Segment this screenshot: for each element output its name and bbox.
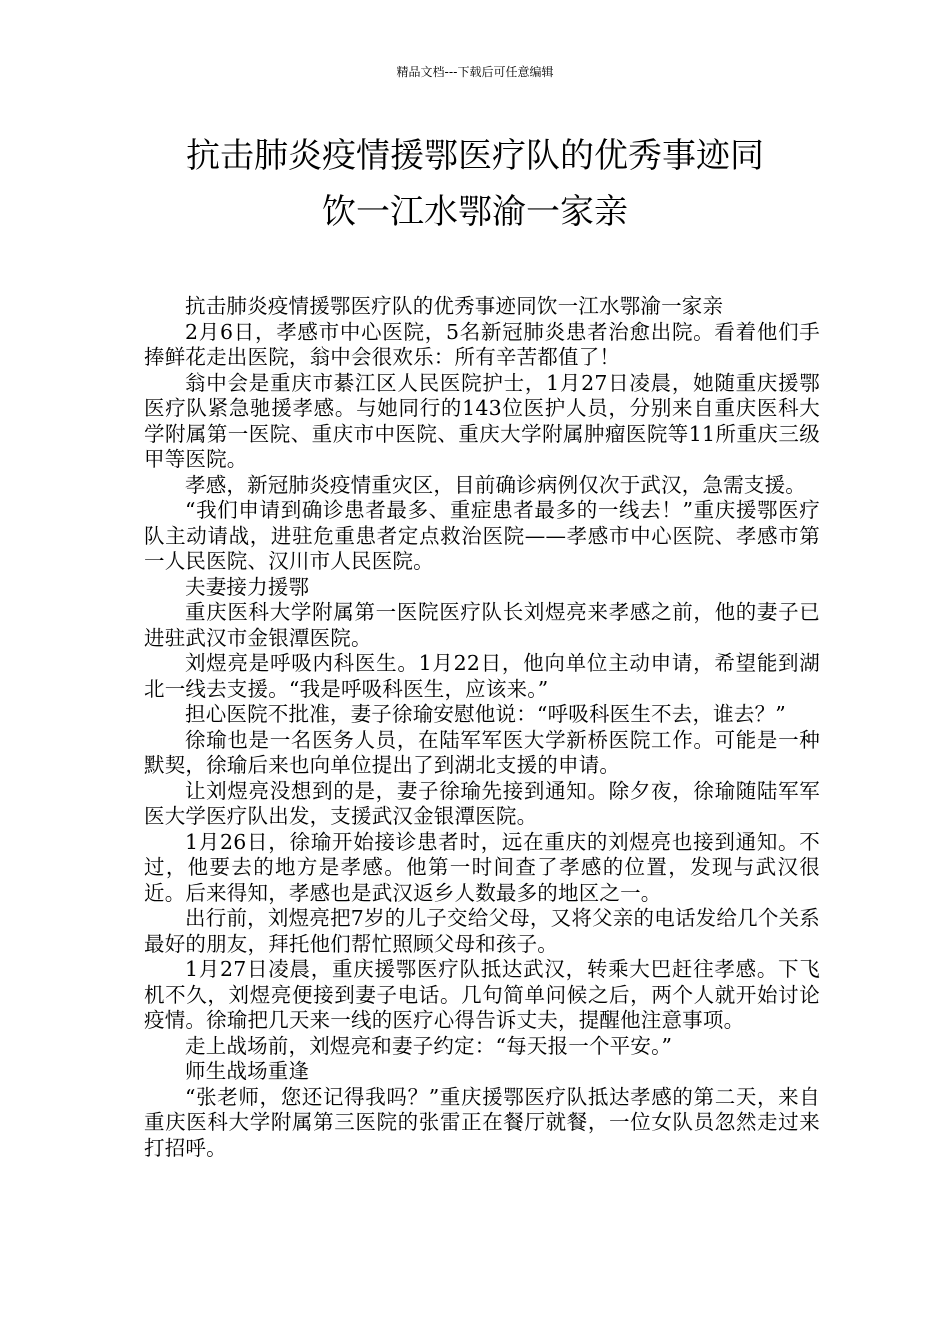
paragraph: 刘煜亮是呼吸内科医生。1月22日，他向单位主动申请，希望能到湖北一线去支援。“我是呼吸科医生，应该来。”: [144, 651, 820, 701]
page-header: 精品文档---下载后可任意编辑: [396, 65, 554, 79]
paragraph: 2月6日，孝感市中心医院，5名新冠肺炎患者治愈出院。看着他们手捧鲜花走出医院，翁中会很欢乐：所有辛苦都值了！: [144, 319, 820, 369]
paragraph-subtitle: 抗击肺炎疫情援鄂医疗队的优秀事迹同饮一江水鄂渝一家亲: [185, 294, 724, 318]
paragraph: 翁中会是重庆市綦江区人民医院护士，1月27日凌晨，她随重庆援鄂医疗队紧急驰援孝感。与她同行的143位医护人员，分别来自重庆医科大学附属第一医院、重庆市中医院、重庆大学附属肿瘤医院等11所重庆三级甲等医院。: [144, 370, 820, 471]
paragraph: 重庆医科大学附属第一医院医疗队长刘煜亮来孝感之前，他的妻子已进驻武汉市金银潭医院。: [144, 600, 820, 650]
paragraph: 走上战场前，刘煜亮和妻子约定：“每天报一个平安。”: [185, 1033, 673, 1058]
paragraph: 担心医院不批准，妻子徐瑜安慰他说：“呼吸科医生不去，谁去？”: [185, 702, 786, 726]
title-line-1: 抗击肺炎疫情援鄂医疗队的优秀事迹同: [186, 136, 764, 176]
paragraph: 徐瑜也是一名医务人员，在陆军军医大学新桥医院工作。可能是一种默契，徐瑜后来也向单位提出了到湖北支援的申请。: [144, 727, 820, 777]
paragraph: 1月26日，徐瑜开始接诊患者时，远在重庆的刘煜亮也接到通知。不过，他要去的地方是孝感。他第一时间查了孝感的位置，发现与武汉很近。后来得知，孝感也是武汉返乡人数最多的地区之一。: [144, 829, 820, 905]
title-line-2: 饮一江水鄂渝一家亲: [322, 192, 628, 232]
paragraph: “我们申请到确诊患者最多、重症患者最多的一线去！”重庆援鄂医疗队主动请战，进驻危重患者定点救治医院——孝感市中心医院、孝感市第一人民医院、汉川市人民医院。: [144, 498, 820, 573]
paragraph: 孝感，新冠肺炎疫情重灾区，目前确诊病例仅次于武汉，急需支援。: [185, 472, 806, 497]
section-heading: 师生战场重逢: [185, 1059, 310, 1083]
article-body: [144, 294, 820, 1161]
document-title: [100, 128, 850, 240]
paragraph: 让刘煜亮没想到的是，妻子徐瑜先接到通知。除夕夜，徐瑜随陆军军医大学医疗队出发，支援武汉金银潭医院。: [144, 778, 820, 828]
paragraph: 1月27日凌晨，重庆援鄂医疗队抵达武汉，转乘大巴赶往孝感。下飞机不久，刘煜亮便接到妻子电话。几句简单问候之后，两个人就开始讨论疫情。徐瑜把几天来一线的医疗心得告诉丈夫，提醒他注意事项。: [144, 957, 820, 1032]
paragraph: 出行前，刘煜亮把7岁的儿子交给父母，又将父亲的电话发给几个关系最好的朋友，拜托他们帮忙照顾父母和孩子。: [144, 906, 820, 956]
paragraph: “张老师，您还记得我吗？”重庆援鄂医疗队抵达孝感的第二天，来自重庆医科大学附属第三医院的张雷正在餐厅就餐，一位女队员忽然走过来打招呼。: [144, 1084, 820, 1160]
section-heading: 夫妻接力援鄂: [185, 574, 310, 599]
